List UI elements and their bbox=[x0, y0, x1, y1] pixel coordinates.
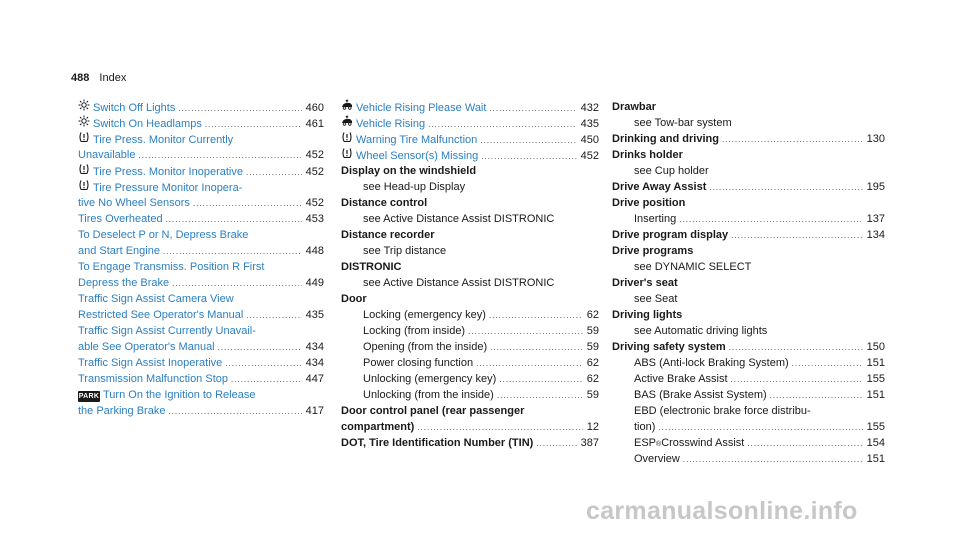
page-ref: 435 bbox=[305, 309, 324, 321]
index-entry bbox=[612, 323, 885, 339]
page-ref: 151 bbox=[866, 389, 885, 401]
entry-text: see Active Distance Assist DISTRONIC bbox=[363, 277, 555, 289]
entry-text: see Head-up Display bbox=[363, 181, 466, 193]
vehicle-level-icon bbox=[341, 99, 353, 111]
index-entry bbox=[612, 307, 885, 323]
index-entry bbox=[341, 307, 599, 323]
dot-leader bbox=[163, 244, 302, 259]
index-entry[interactable] bbox=[78, 371, 324, 387]
index-entry[interactable] bbox=[341, 99, 599, 115]
index-entry bbox=[612, 131, 885, 147]
entry-text: Power closing function bbox=[363, 357, 474, 369]
tire-pressure-icon bbox=[78, 131, 90, 143]
dot-leader bbox=[468, 324, 583, 339]
entry-text: compartment) bbox=[341, 421, 415, 433]
index-entry[interactable] bbox=[78, 227, 324, 243]
index-entry[interactable] bbox=[341, 115, 599, 131]
watermark: carmanualsonline.info bbox=[586, 497, 858, 525]
entry-text: Drive program display bbox=[612, 229, 729, 241]
entry-text: ESP bbox=[634, 437, 657, 449]
index-entry bbox=[341, 403, 599, 419]
tire-pressure-icon bbox=[341, 147, 353, 159]
page-ref: 448 bbox=[305, 245, 324, 257]
entry-text: Traffic Sign Assist Camera View bbox=[78, 293, 234, 305]
entry-text: Vehicle Rising Please Wait bbox=[356, 102, 487, 114]
index-entry bbox=[612, 339, 885, 355]
tire-pressure-icon bbox=[341, 131, 353, 143]
entry-text: see Tow-bar system bbox=[634, 117, 732, 129]
page-ref: 134 bbox=[866, 229, 885, 241]
entry-text: Unavailable bbox=[78, 149, 136, 161]
entry-text: Unlocking (emergency key) bbox=[363, 373, 497, 385]
page-ref: 460 bbox=[305, 102, 324, 114]
page-ref: 452 bbox=[580, 150, 599, 162]
page-ref: 432 bbox=[580, 102, 599, 114]
page-ref: 155 bbox=[866, 373, 885, 385]
index-entry[interactable] bbox=[78, 131, 324, 147]
index-entry bbox=[341, 259, 599, 275]
index-entry bbox=[612, 451, 885, 467]
dot-leader bbox=[489, 308, 583, 323]
section-title: Index bbox=[99, 72, 127, 84]
entry-text: Traffic Sign Assist Inoperative bbox=[78, 357, 223, 369]
entry-text: ABS (Anti-lock Braking System) bbox=[634, 357, 789, 369]
page-ref: 62 bbox=[586, 373, 599, 385]
index-entry bbox=[341, 179, 599, 195]
entry-text: Driving lights bbox=[612, 309, 683, 321]
index-entry bbox=[612, 387, 885, 403]
entry-text: DISTRONIC bbox=[341, 261, 402, 273]
index-entry bbox=[341, 339, 599, 355]
dot-leader bbox=[499, 372, 582, 387]
index-entry[interactable] bbox=[78, 323, 324, 339]
entry-text: Switch Off Lights bbox=[93, 102, 176, 114]
dot-leader bbox=[231, 372, 302, 387]
index-entry bbox=[341, 163, 599, 179]
dot-leader bbox=[722, 132, 863, 147]
entry-text: Door bbox=[341, 293, 367, 305]
dot-leader bbox=[193, 196, 302, 211]
index-column-1 bbox=[78, 99, 324, 419]
page-ref: 59 bbox=[586, 325, 599, 337]
entry-text: Traffic Sign Assist Currently Unavail- bbox=[78, 325, 256, 337]
page-ref: 155 bbox=[866, 421, 885, 433]
page-ref: 434 bbox=[305, 341, 324, 353]
entry-text: see Cup holder bbox=[634, 165, 709, 177]
page-ref: 452 bbox=[305, 149, 324, 161]
index-entry bbox=[341, 371, 599, 387]
index-entry[interactable] bbox=[78, 179, 324, 195]
index-entry[interactable] bbox=[78, 195, 324, 211]
index-entry bbox=[612, 179, 885, 195]
dot-leader bbox=[658, 420, 862, 435]
entry-text: Drinks holder bbox=[612, 149, 683, 161]
entry-text: Distance control bbox=[341, 197, 428, 209]
index-entry[interactable] bbox=[78, 163, 324, 179]
entry-text: DOT, Tire Identification Number (TIN) bbox=[341, 437, 534, 449]
entry-text: To Deselect P or N, Depress Brake bbox=[78, 229, 249, 241]
page-ref: 151 bbox=[866, 357, 885, 369]
entry-text: EBD (electronic brake force distribu- bbox=[634, 405, 811, 417]
index-entry bbox=[341, 243, 599, 259]
index-entry[interactable] bbox=[341, 131, 599, 147]
index-entry bbox=[612, 115, 885, 131]
entry-text: Display on the windshield bbox=[341, 165, 477, 177]
page-ref: 151 bbox=[866, 453, 885, 465]
page-ref: 434 bbox=[305, 357, 324, 369]
page-ref: 62 bbox=[586, 357, 599, 369]
index-entry bbox=[341, 435, 599, 451]
entry-text: BAS (Brake Assist System) bbox=[634, 389, 767, 401]
dot-leader bbox=[709, 180, 862, 195]
entry-text: Locking (from inside) bbox=[363, 325, 466, 337]
index-entry[interactable] bbox=[78, 115, 324, 131]
page-ref: 154 bbox=[866, 437, 885, 449]
index-entry bbox=[341, 211, 599, 227]
index-entry bbox=[612, 419, 885, 435]
entry-text: see Trip distance bbox=[363, 245, 447, 257]
entry-text-continued: Crosswind Assist bbox=[661, 437, 745, 449]
entry-text: Driver's seat bbox=[612, 277, 678, 289]
index-entry[interactable] bbox=[78, 259, 324, 275]
entry-text: able See Operator's Manual bbox=[78, 341, 215, 353]
entry-text: see Automatic driving lights bbox=[634, 325, 768, 337]
index-entry bbox=[341, 387, 599, 403]
index-entry bbox=[341, 275, 599, 291]
dot-leader bbox=[218, 340, 302, 355]
index-entry[interactable] bbox=[78, 355, 324, 371]
dot-leader bbox=[536, 436, 576, 451]
entry-text: Tires Overheated bbox=[78, 213, 163, 225]
entry-text: Distance recorder bbox=[341, 229, 435, 241]
dot-leader bbox=[168, 404, 301, 419]
index-entry[interactable] bbox=[78, 243, 324, 259]
index-entry bbox=[612, 147, 885, 163]
dot-leader bbox=[178, 101, 301, 115]
index-entry[interactable] bbox=[78, 339, 324, 355]
index-entry bbox=[612, 403, 885, 419]
index-entry bbox=[612, 195, 885, 211]
page-number: 488 bbox=[71, 72, 90, 84]
page-ref: 453 bbox=[305, 213, 324, 225]
page-ref: 150 bbox=[866, 341, 885, 353]
index-entry[interactable] bbox=[78, 307, 324, 323]
dot-leader bbox=[497, 388, 583, 403]
entry-text: Depress the Brake bbox=[78, 277, 170, 289]
entry-text: Locking (emergency key) bbox=[363, 309, 486, 321]
dot-leader bbox=[428, 117, 577, 131]
index-entry bbox=[612, 243, 885, 259]
entry-text: the Parking Brake bbox=[78, 405, 166, 417]
index-entry bbox=[612, 99, 885, 115]
entry-text: Restricted See Operator's Manual bbox=[78, 309, 244, 321]
page-ref: 195 bbox=[866, 181, 885, 193]
page-ref: 130 bbox=[866, 133, 885, 145]
index-entry[interactable] bbox=[78, 291, 324, 307]
dot-leader bbox=[476, 356, 583, 371]
page-ref: 59 bbox=[586, 389, 599, 401]
index-entry[interactable] bbox=[78, 387, 324, 403]
entry-text: Unlocking (from the inside) bbox=[363, 389, 494, 401]
entry-text: see Active Distance Assist DISTRONIC bbox=[363, 213, 555, 225]
entry-text: Driving safety system bbox=[612, 341, 726, 353]
dot-leader bbox=[205, 117, 302, 131]
entry-text: Inserting bbox=[634, 213, 677, 225]
dot-leader bbox=[770, 388, 863, 403]
entry-text: and Start Engine bbox=[78, 245, 160, 257]
page-ref: 449 bbox=[305, 277, 324, 289]
dot-leader bbox=[747, 436, 862, 451]
entry-text: Tire Press. Monitor Currently bbox=[93, 134, 234, 146]
page-header bbox=[71, 72, 126, 84]
dot-leader bbox=[490, 340, 583, 355]
page-ref: 452 bbox=[305, 197, 324, 209]
entry-text: tive No Wheel Sensors bbox=[78, 197, 190, 209]
index-entry[interactable] bbox=[341, 147, 599, 163]
page-ref: 450 bbox=[580, 134, 599, 146]
entry-text: Vehicle Rising bbox=[356, 118, 426, 130]
dot-leader bbox=[166, 212, 302, 227]
page-ref: 12 bbox=[586, 421, 599, 433]
index-entry[interactable] bbox=[78, 211, 324, 227]
entry-text: Turn On the Ignition to Release bbox=[103, 389, 256, 401]
page-ref: 452 bbox=[305, 166, 324, 178]
park-icon: PARK bbox=[78, 393, 100, 400]
index-entry bbox=[612, 371, 885, 387]
index-entry bbox=[341, 291, 599, 307]
dot-leader bbox=[480, 133, 576, 147]
entry-text: Wheel Sensor(s) Missing bbox=[356, 150, 479, 162]
entry-text: To Engage Transmiss. Position R First bbox=[78, 261, 265, 273]
entry-text: Transmission Malfunction Stop bbox=[78, 373, 228, 385]
index-entry bbox=[341, 355, 599, 371]
page-ref: 62 bbox=[586, 309, 599, 321]
index-entry bbox=[341, 227, 599, 243]
dot-leader bbox=[679, 212, 862, 227]
index-entry bbox=[341, 419, 599, 435]
entry-text: Drive programs bbox=[612, 245, 694, 257]
tire-pressure-icon bbox=[78, 163, 90, 175]
sun-icon bbox=[78, 115, 90, 127]
entry-text: Drive position bbox=[612, 197, 686, 209]
entry-text: Active Brake Assist bbox=[634, 373, 728, 385]
dot-leader bbox=[683, 452, 863, 467]
dot-leader bbox=[246, 165, 302, 179]
entry-text: see DYNAMIC SELECT bbox=[634, 261, 752, 273]
dot-leader bbox=[138, 148, 301, 163]
sun-icon bbox=[78, 99, 90, 111]
index-column-3 bbox=[612, 99, 885, 467]
entry-text: tion) bbox=[634, 421, 656, 433]
index-entry bbox=[612, 355, 885, 371]
index-entry bbox=[612, 163, 885, 179]
index-entry[interactable] bbox=[78, 147, 324, 163]
entry-text: Switch On Headlamps bbox=[93, 118, 202, 130]
entry-text: Drive Away Assist bbox=[612, 181, 707, 193]
index-entry bbox=[341, 195, 599, 211]
dot-leader bbox=[729, 340, 863, 355]
index-entry bbox=[612, 291, 885, 307]
dot-leader bbox=[417, 420, 582, 435]
entry-text: Door control panel (rear passenger bbox=[341, 405, 525, 417]
page-ref: 137 bbox=[866, 213, 885, 225]
page-ref: 435 bbox=[580, 118, 599, 130]
tire-pressure-icon bbox=[78, 179, 90, 191]
dot-leader bbox=[246, 308, 301, 323]
entry-text: see Seat bbox=[634, 293, 678, 305]
page-ref: 59 bbox=[586, 341, 599, 353]
index-entry bbox=[612, 211, 885, 227]
entry-text: Warning Tire Malfunction bbox=[356, 134, 478, 146]
dot-leader bbox=[731, 228, 862, 243]
entry-text: Opening (from the inside) bbox=[363, 341, 488, 353]
index-entry bbox=[612, 227, 885, 243]
dot-leader bbox=[731, 372, 863, 387]
index-entry[interactable] bbox=[78, 99, 324, 115]
index-column-2 bbox=[341, 99, 599, 451]
entry-text: Overview bbox=[634, 453, 680, 465]
page-ref: 417 bbox=[305, 405, 324, 417]
entry-text: Tire Pressure Monitor Inopera- bbox=[93, 182, 243, 194]
dot-leader bbox=[792, 356, 863, 371]
entry-text: Drinking and driving bbox=[612, 133, 719, 145]
index-entry bbox=[612, 259, 885, 275]
dot-leader bbox=[489, 101, 576, 115]
dot-leader bbox=[481, 149, 576, 163]
index-entry[interactable] bbox=[78, 403, 324, 419]
dot-leader bbox=[225, 356, 301, 371]
index-entry bbox=[341, 323, 599, 339]
index-entry: ESP ® Crosswind Assist ..... 154 bbox=[612, 435, 885, 451]
index-entry[interactable] bbox=[78, 275, 324, 291]
entry-text: Tire Press. Monitor Inoperative bbox=[93, 166, 243, 178]
dot-leader bbox=[172, 276, 302, 291]
vehicle-level-icon bbox=[341, 115, 353, 127]
page-ref: 461 bbox=[305, 118, 324, 130]
index-entry bbox=[612, 275, 885, 291]
page-ref: 447 bbox=[305, 373, 324, 385]
page-ref: 387 bbox=[580, 437, 599, 449]
entry-text: Drawbar bbox=[612, 101, 657, 113]
